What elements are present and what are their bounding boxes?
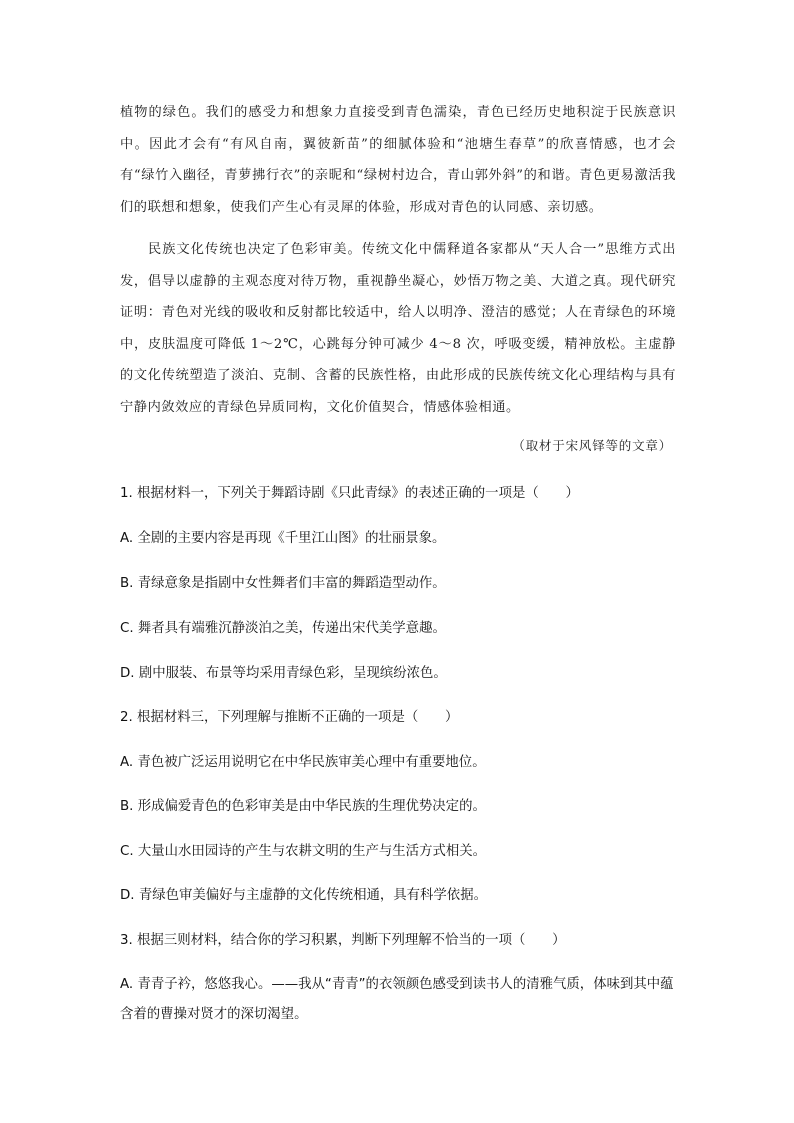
question-1-option-a: A. 全剧的主要内容是再现《千里江山图》的壮丽景象。	[120, 531, 446, 546]
question-2-option-d: D. 青绿色审美偏好与主虚静的文化传统相通，具有科学依据。	[120, 888, 487, 903]
question-2-option-a: A. 青色被广泛运用说明它在中华民族审美心理中有重要地位。	[120, 755, 486, 770]
question-1-stem: 1. 根据材料一，下列关于舞蹈诗剧《只此青绿》的表述正确的一项是（ ）	[120, 486, 579, 501]
passage-paragraph-1: 植物的绿色。我们的感受力和想象力直接受到青色濡染，青色已经历史地积淀于民族意识中。因此才会有“有风自南，翼彼新苗”的细腻体验和“池塘生春草”的欣喜情感，也才会有“绿竹入幽径，青萝拂行衣”的亲昵和“绿树村边合，青山郭外斜”的和谐。青色更易激活我们的联想和想象，使我们产生心有灵犀的体验，形成对青色的认同感、亲切感。	[120, 105, 676, 215]
passage-paragraph-2: 民族文化传统也决定了色彩审美。传统文化中儒释道各家都从“天人合一”思维方式出发，倡导以虚静的主观态度对待万物，重视静坐凝心，妙悟万物之美、大道之真。现代研究证明：青色对光线的吸收和反射都比较适中，给人以明净、澄洁的感觉；人在青绿色的环境中，皮肤温度可降低 1～2℃，心跳每分钟可减少 4～8 次，呼吸变缓，精神放松。主虚静的文化传统塑造了淡泊、克制、含蓄的民族性格，由此形成的民族传统文化心理结构与具有宁静内敛效应的青绿色异质同构，文化价值契合，情感体验相通。	[120, 242, 676, 415]
question-1-option-c: C. 舞者具有端雅沉静淡泊之美，传递出宋代美学意趣。	[120, 621, 446, 636]
question-1-option-d: D. 剧中服装、布景等均采用青绿色彩，呈现缤纷浓色。	[120, 666, 447, 681]
question-3-option-a: A. 青青子衿，悠悠我心。——我从“青青”的衣领颜色感受到读书人的清雅气质，体味到其中蕴含着的曹操对贤才的深切渴望。	[120, 977, 674, 1022]
question-3-stem: 3. 根据三则材料，结合你的学习积累，判断下列理解不恰当的一项（ ）	[120, 933, 566, 948]
question-2-option-b: B. 形成偏爱青色的色彩审美是由中华民族的生理优势决定的。	[120, 799, 486, 814]
passage-source: （取材于宋风铎等的文章）	[512, 438, 672, 453]
question-1-option-b: B. 青绿意象是指剧中女性舞者们丰富的舞蹈造型动作。	[120, 576, 446, 591]
question-2-option-c: C. 大量山水田园诗的产生与农耕文明的生产与生活方式相关。	[120, 844, 487, 859]
question-2-stem: 2. 根据材料三，下列理解与推断不正确的一项是（ ）	[120, 710, 459, 725]
